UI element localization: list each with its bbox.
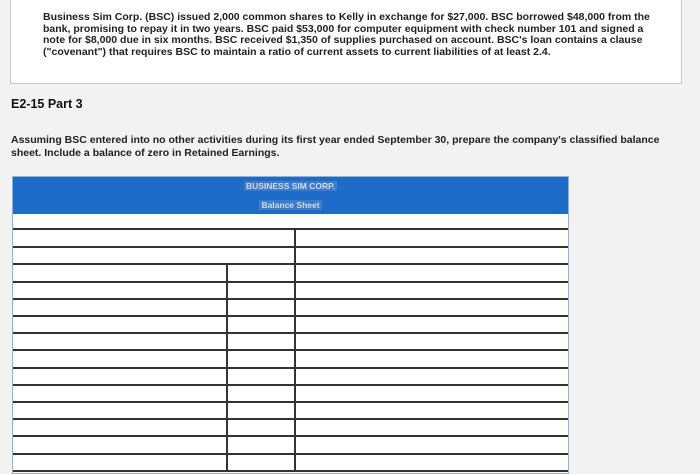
balance-sheet-row[interactable] (13, 299, 568, 316)
balance-sheet-row[interactable] (13, 350, 568, 367)
balance-sheet-row[interactable] (13, 264, 568, 281)
balance-sheet-row[interactable] (13, 282, 568, 299)
balance-sheet-row[interactable] (13, 454, 568, 471)
balance-sheet-row[interactable] (13, 385, 568, 402)
balance-sheet-row[interactable] (13, 436, 568, 453)
balance-sheet-row[interactable] (13, 230, 568, 247)
balance-sheet-row[interactable] (13, 419, 568, 436)
balance-sheet-row[interactable] (13, 333, 568, 350)
company-name: BUSINESS SIM CORP. (245, 181, 336, 191)
balance-sheet-row[interactable] (13, 368, 568, 385)
amount-column-divider (226, 264, 228, 470)
company-name-header (13, 177, 568, 196)
balance-sheet-row[interactable] (13, 247, 568, 264)
statement-title-header (13, 195, 568, 214)
part-title: E2-15 Part 3 (11, 97, 83, 111)
balance-sheet-table (12, 176, 569, 474)
balance-sheet-row[interactable] (13, 316, 568, 333)
row-divider (13, 470, 568, 472)
instructions-text: Assuming BSC entered into no other activities during its first year ended September 30, prepare the company's classified balance sheet. Include a balance of zero in Retained Earnings. (11, 134, 660, 159)
total-column-divider (294, 230, 296, 471)
balance-sheet-row[interactable] (13, 402, 568, 419)
statement-title: Balance Sheet (261, 199, 320, 210)
problem-text: Business Sim Corp. (BSC) issued 2,000 common shares to Kelly in exchange for $27,000. BSC borrowed $48,000 from the bank, promising to repay it in two years. BSC paid $53,000 for computer equipment with check number 101 and signed a note for $8,000 due in six months. BSC received $1,350 of supplies purchased on account. BSC's loan contains a clause ("covenant") that requires BSC to maintain a ratio of current assets to current liabilities of at least 2.4. (43, 11, 650, 58)
problem-statement-box (10, 0, 682, 84)
